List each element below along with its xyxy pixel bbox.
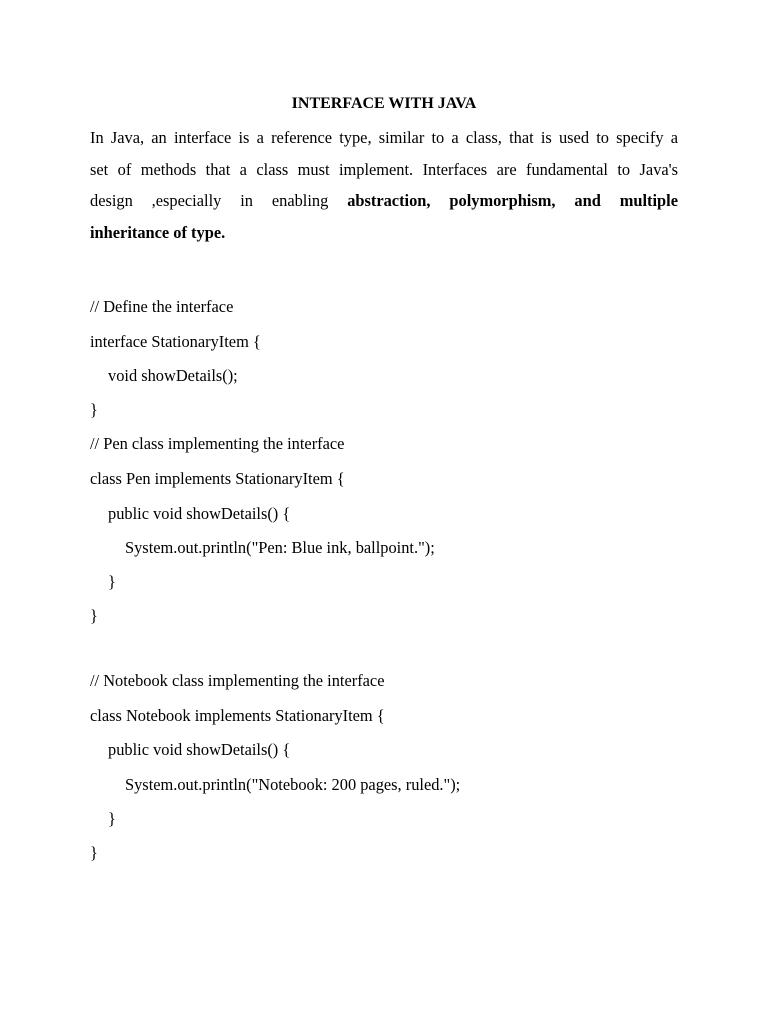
code-notebook-method-declaration: public void showDetails() {: [108, 740, 291, 759]
intro-line-3: [90, 185, 678, 217]
intro-emphasis-1: abstraction, polymorphism, and multiple: [347, 191, 678, 210]
code-pen-println: System.out.println("Pen: Blue ink, ballpoint.");: [125, 538, 435, 557]
code-comment-pen-class: // Pen class implementing the interface: [90, 434, 345, 453]
code-interface-close: }: [90, 400, 98, 419]
code-notebook-println: System.out.println("Notebook: 200 pages, ruled.");: [125, 775, 461, 794]
intro-paragraph: [90, 122, 678, 248]
intro-line-3-text: design ,especially in enabling: [90, 191, 348, 210]
intro-line-1: In Java, an interface is a reference type, similar to a class, that is used to specify a: [90, 128, 678, 147]
code-pen-method-close: }: [108, 572, 116, 591]
document-title: INTERFACE WITH JAVA: [291, 95, 477, 112]
code-interface-method: void showDetails();: [108, 366, 238, 385]
code-notebook-class-declaration: class Notebook implements StationaryItem {: [90, 706, 385, 725]
code-pen-class-declaration: class Pen implements StationaryItem {: [90, 469, 345, 488]
code-comment-define-interface: // Define the interface: [90, 297, 234, 316]
intro-line-4: [90, 217, 678, 249]
code-notebook-class-close: }: [90, 843, 98, 862]
code-pen-class-close: }: [90, 606, 98, 625]
code-notebook-method-close: }: [108, 809, 116, 828]
code-interface-declaration: interface StationaryItem {: [90, 332, 261, 351]
intro-line-2: set of methods that a class must implement. Interfaces are fundamental to Java's: [90, 159, 678, 179]
intro-emphasis-2: inheritance of type.: [90, 222, 226, 242]
code-comment-notebook-class: // Notebook class implementing the interface: [90, 671, 385, 690]
code-pen-method-declaration: public void showDetails() {: [108, 504, 291, 523]
